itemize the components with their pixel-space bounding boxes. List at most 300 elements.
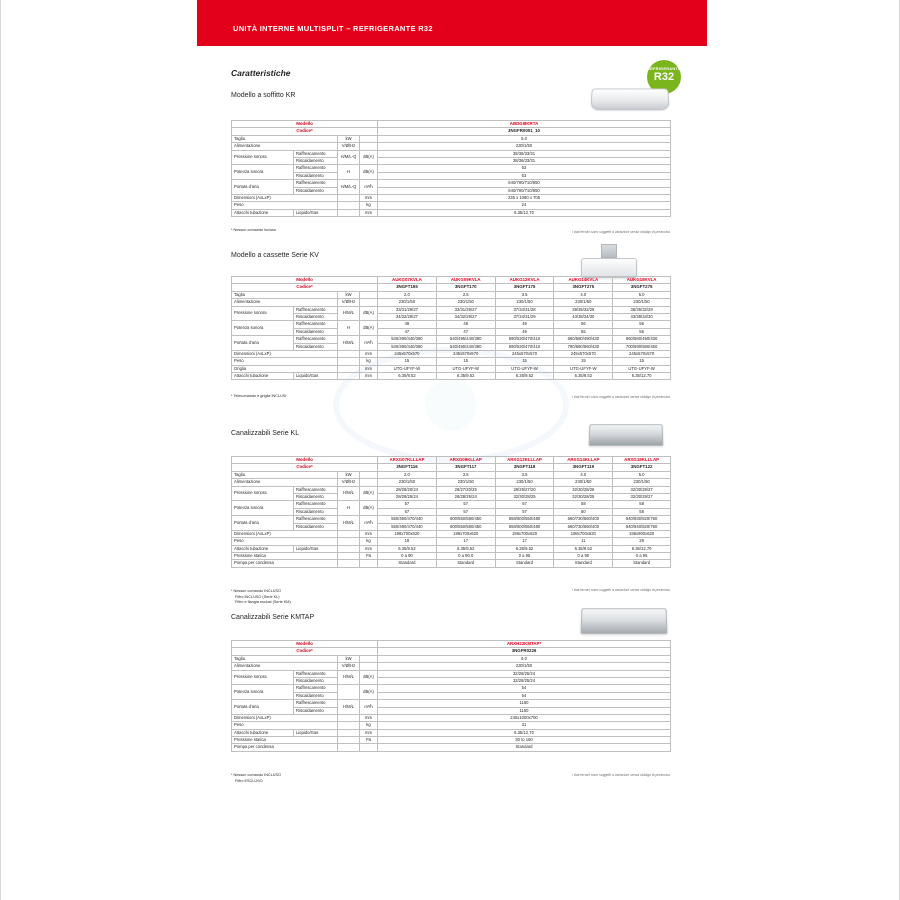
- kr-model: ABDGI8KRTA: [378, 121, 671, 128]
- row-unit: mm: [360, 194, 378, 201]
- row-label: Portata d'aria: [232, 336, 294, 351]
- row-value: 198x700x620: [378, 530, 437, 537]
- table-row: [232, 464, 671, 471]
- row-value: 198x700x620: [436, 530, 495, 537]
- table-row: [232, 530, 671, 537]
- table-row: [232, 128, 671, 135]
- row-unit: m³/h: [360, 700, 378, 715]
- row-unit: kW: [338, 471, 360, 478]
- row-value: Standard: [378, 744, 671, 751]
- row-unit: dB(A): [360, 150, 378, 165]
- row-value: 230/1/50: [495, 479, 554, 486]
- kv-codice-header: Codice*: [232, 284, 378, 291]
- page-banner: [197, 0, 707, 46]
- row-value: 540/490/440/390: [436, 343, 495, 350]
- row-unit: mm: [360, 729, 378, 736]
- table-row: [232, 700, 671, 707]
- table-row: [232, 523, 671, 530]
- row-value: 47: [378, 328, 437, 335]
- row-label: Taglia: [232, 135, 338, 142]
- row-speed: H/M/L: [338, 336, 360, 351]
- row-value: 940/930/820/750: [613, 516, 671, 523]
- kl-model: ARXG18KLLLAP: [613, 457, 671, 464]
- table-row: [232, 135, 671, 142]
- row-value: 49: [495, 328, 554, 335]
- table-kv: [231, 276, 671, 380]
- row-value: 28/28/25/24: [378, 493, 437, 500]
- table-row: [232, 321, 671, 328]
- ducted-unit-image-kmtap: [581, 608, 668, 634]
- row-value: 550/490/470/440: [378, 523, 437, 530]
- kv-code: 3NGFT170: [436, 284, 495, 291]
- row-label: Attacchi tubazione: [232, 373, 294, 380]
- kr-note: * Nessun comando incluso: [231, 228, 276, 232]
- row-sublabel: Raffrescamento: [294, 685, 338, 692]
- table-row: [232, 328, 671, 335]
- row-value: 245x570x570: [378, 350, 437, 357]
- row-value: 57: [436, 501, 495, 508]
- kl-model: ARXG14KLLAP: [554, 457, 613, 464]
- table-row: [232, 670, 671, 677]
- kv-code: 3NGFT165: [378, 284, 437, 291]
- table-row: [232, 313, 671, 320]
- row-speed: H/M/L: [338, 306, 360, 321]
- row-value: 5.0: [613, 471, 671, 478]
- row-speed: H/M/L-Q: [338, 150, 360, 165]
- row-value: UTG-UFYF-W: [378, 365, 437, 372]
- row-value: 540/495/440/390: [436, 336, 495, 343]
- row-unit: [360, 744, 378, 751]
- row-unit: mm: [360, 714, 378, 721]
- table-row: [232, 150, 671, 157]
- row-value: 6.35/9.52: [436, 545, 495, 552]
- row-value: 53: [378, 165, 671, 172]
- row-value: 33/31/29/27: [378, 306, 437, 313]
- row-sublabel: Raffrescamento: [294, 180, 338, 187]
- row-speed: H/M/L-Q: [338, 180, 360, 195]
- table-row: [232, 336, 671, 343]
- row-value: 32/30/28/26: [554, 486, 613, 493]
- table-row: [232, 471, 671, 478]
- row-value: 0 a 90.0: [436, 553, 495, 560]
- table-row: [232, 306, 671, 313]
- row-value: 32/30/29/27: [613, 486, 671, 493]
- row-value: 30 to 150: [378, 737, 671, 744]
- row-speed: [338, 685, 360, 700]
- row-value: 28/28/25/24: [436, 493, 495, 500]
- kv-code: 3NGFT275: [554, 284, 613, 291]
- row-value: 230/1/50: [436, 479, 495, 486]
- row-label: Potenza sonora: [232, 165, 294, 180]
- row-value: 540/490/440/380: [378, 343, 437, 350]
- kmtap-codice-header: Codice*: [232, 648, 378, 655]
- row-label: Pressione sonora: [232, 486, 294, 501]
- row-label: Pressione sonora: [232, 306, 294, 321]
- kl-modello-header: Modello: [232, 457, 378, 464]
- row-value: 700/690/580/450: [613, 343, 671, 350]
- row-sublabel: Riscaldamento: [294, 187, 338, 194]
- kr-modello-header: Modello: [232, 121, 378, 128]
- row-unit: mm: [360, 373, 378, 380]
- row-sublabel: Riscaldamento: [294, 677, 338, 684]
- section-title-caratteristiche: Caratteristiche: [231, 68, 291, 78]
- row-value: 198x700x620: [554, 530, 613, 537]
- kv-model: AUKG12KVLA: [495, 277, 554, 284]
- row-value: 245x570x570: [613, 350, 671, 357]
- row-value: 58: [613, 501, 671, 508]
- row-value: 660/580/490/430: [613, 336, 671, 343]
- row-label: Alimentazione: [232, 143, 338, 150]
- kv-model: AUKG07KVLA: [378, 277, 437, 284]
- row-value: 17: [436, 538, 495, 545]
- row-value: 47: [436, 328, 495, 335]
- row-unit: dB(A): [360, 501, 378, 516]
- row-value: 56: [613, 321, 671, 328]
- row-value: 6.35/9.52: [495, 545, 554, 552]
- table-row: [232, 493, 671, 500]
- table-row: [232, 641, 671, 648]
- row-label: Alimentazione: [232, 479, 338, 486]
- row-value: 38/36/33/31: [378, 150, 671, 157]
- row-label: Peso: [232, 722, 338, 729]
- kmtap-note-line: Filtro ESCLUSO: [235, 778, 263, 783]
- row-value: 37/34/31/28: [495, 306, 554, 313]
- table-row: [232, 737, 671, 744]
- kl-code: 3NGFT122: [613, 464, 671, 471]
- row-label: Dimensioni (AxLxP): [232, 530, 338, 537]
- row-value: 57: [495, 501, 554, 508]
- row-unit: V/Ø/Hz: [338, 663, 360, 670]
- row-unit: m³/h: [360, 336, 378, 351]
- row-value: 6.35/9.52: [554, 373, 613, 380]
- row-value: 32/30/28/25: [554, 493, 613, 500]
- row-value: 6.35/12.70: [378, 729, 671, 736]
- row-unit: kg: [360, 722, 378, 729]
- row-unit: V/Ø/Hz: [338, 143, 360, 150]
- row-value: 37/34/31/29: [495, 313, 554, 320]
- table-row: [232, 714, 671, 721]
- section-title-kl: Canalizzabili Serie KL: [231, 430, 300, 437]
- row-label: Potenza sonora: [232, 321, 294, 336]
- table-row: [232, 284, 671, 291]
- table-row: [232, 538, 671, 545]
- row-value: 540/490/440/380: [378, 336, 437, 343]
- row-speed: H/M/L: [338, 516, 360, 531]
- row-value: 0 a 95: [613, 553, 671, 560]
- table-row: [232, 121, 671, 128]
- kv-note-right: I dati tecnici sono soggetti a variazioni senza obbligo di preavviso.: [572, 395, 671, 399]
- row-value: 6.35/9.52: [554, 545, 613, 552]
- row-unit: kW: [338, 291, 360, 298]
- row-label: Portata d'aria: [232, 516, 294, 531]
- row-unit: mm: [360, 350, 378, 357]
- row-label: Attacchi tubazione: [232, 729, 294, 736]
- row-value: 230/1/50: [613, 479, 671, 486]
- row-value: 57: [378, 508, 437, 515]
- row-sublabel: Riscaldamento: [294, 493, 338, 500]
- row-sublabel: Liquido/Gas: [294, 209, 338, 216]
- row-speed: H: [338, 321, 360, 336]
- row-unit: dB(A): [360, 321, 378, 336]
- table-row: [232, 707, 671, 714]
- table-row: [232, 655, 671, 662]
- row-value: 31: [378, 722, 671, 729]
- row-label: Pompa per condensa: [232, 744, 338, 751]
- row-value: 29/29/27/20: [495, 486, 554, 493]
- row-value: 11: [554, 538, 613, 545]
- kmtap-note-line: * Nessun comando INCLUSO: [231, 773, 282, 777]
- row-value: 55: [554, 328, 613, 335]
- table-row: [232, 202, 671, 209]
- row-value: 1150: [378, 700, 671, 707]
- row-sublabel: Raffrescamento: [294, 516, 338, 523]
- row-value: 5.0: [378, 135, 671, 142]
- row-value: 15: [613, 358, 671, 365]
- section-title-kmtap: Canalizzabili Serie KMTAP: [231, 614, 315, 621]
- row-value: 2.0: [378, 471, 437, 478]
- kl-code: 3NGFT119: [554, 464, 613, 471]
- table-row: [232, 180, 671, 187]
- row-value: 6.35/9.52: [378, 373, 437, 380]
- row-sublabel: Riscaldamento: [294, 313, 338, 320]
- row-value: 3.5: [495, 471, 554, 478]
- row-unit: kg: [360, 202, 378, 209]
- row-value: Standard: [378, 560, 437, 567]
- row-unit: mm: [360, 209, 378, 216]
- row-value: 5.0: [613, 291, 671, 298]
- row-label: Potenza sonora: [232, 501, 294, 516]
- row-unit: Pa: [360, 737, 378, 744]
- table-row: [232, 685, 671, 692]
- row-sublabel: Raffrescamento: [294, 306, 338, 313]
- row-value: 550/490/470/440: [378, 516, 437, 523]
- table-row: [232, 692, 671, 699]
- ducted-unit-image: [589, 424, 664, 446]
- table-row: [232, 501, 671, 508]
- table-row: [232, 373, 671, 380]
- row-sublabel: Riscaldamento: [294, 508, 338, 515]
- row-value: Standard: [495, 560, 554, 567]
- row-value: 6.35/12.70: [378, 209, 671, 216]
- row-unit: kW: [338, 655, 360, 662]
- row-value: 32/30/29/27: [613, 493, 671, 500]
- table-row: [232, 677, 671, 684]
- row-speed: H/M/L: [338, 700, 360, 715]
- row-value: 0 a 90: [554, 553, 613, 560]
- kv-model: AUKG14KVLA: [554, 277, 613, 284]
- row-value: 54: [378, 685, 671, 692]
- row-value: 32/28/25/24: [378, 670, 671, 677]
- table-row: [232, 729, 671, 736]
- row-unit: dB(A): [360, 165, 378, 180]
- row-value: 53: [378, 172, 671, 179]
- table-row: [232, 486, 671, 493]
- row-value: 230/1/50: [378, 479, 437, 486]
- kl-note-line: * Nessun comando INCLUSO: [231, 589, 282, 593]
- row-unit: dB(A): [360, 685, 378, 700]
- row-value: 58: [554, 501, 613, 508]
- table-row: [232, 143, 671, 150]
- row-value: 6.35/12.70: [613, 545, 671, 552]
- row-unit: Pa: [360, 553, 378, 560]
- row-unit: [360, 560, 378, 567]
- row-value: 6.35/9.52: [495, 373, 554, 380]
- row-value: 198x700x620: [495, 530, 554, 537]
- row-value: 230/1/50: [613, 299, 671, 306]
- row-sublabel: Raffrescamento: [294, 150, 338, 157]
- row-value: 0 a 90: [378, 553, 437, 560]
- row-value: 54: [378, 692, 671, 699]
- kl-code: 3NGFT118: [495, 464, 554, 471]
- row-value: 6.0: [378, 655, 671, 662]
- section-title-kv: [231, 252, 319, 259]
- row-value: 230/1/50: [378, 143, 671, 150]
- row-label: Taglia: [232, 291, 338, 298]
- table-row: [232, 663, 671, 670]
- kl-model: ARXG07KLLLAP: [378, 457, 437, 464]
- row-value: 49: [378, 321, 437, 328]
- row-value: 2.5: [436, 291, 495, 298]
- row-value: 245x570x570: [554, 350, 613, 357]
- row-sublabel: Riscaldamento: [294, 523, 338, 530]
- row-value: 0 a 95: [495, 553, 554, 560]
- row-sublabel: Liquido/Gas: [294, 729, 338, 736]
- row-value: 60: [554, 508, 613, 515]
- kr-note-right: I dati tecnici sono soggetti a variazioni senza obbligo di preavviso.: [572, 230, 671, 234]
- row-value: 230/1/50: [378, 663, 671, 670]
- row-unit: mm: [360, 365, 378, 372]
- row-unit: m³/h: [360, 180, 378, 195]
- row-value: UTG-UFYF-W: [554, 365, 613, 372]
- row-unit: dB(A): [360, 486, 378, 501]
- row-value: Standard: [554, 560, 613, 567]
- row-sublabel: Raffrescamento: [294, 165, 338, 172]
- row-unit: mm: [360, 530, 378, 537]
- row-value: 15: [378, 358, 437, 365]
- kmtap-code: 3NGFR0226: [378, 648, 671, 655]
- kv-model: AUKG18KVLA: [613, 277, 671, 284]
- row-value: 3.5: [495, 291, 554, 298]
- table-kmtap: [231, 640, 671, 752]
- table-row: [232, 358, 671, 365]
- row-value: 2.0: [378, 291, 437, 298]
- cassette-unit-image: [581, 244, 637, 278]
- row-value: 4.0: [554, 471, 613, 478]
- row-sublabel: Raffrescamento: [294, 321, 338, 328]
- row-sublabel: Raffrescamento: [294, 670, 338, 677]
- kr-codice-header: Codice*: [232, 128, 378, 135]
- row-value: Standard: [436, 560, 495, 567]
- row-label: Dimensioni (AxLxP): [232, 350, 338, 357]
- kl-note-line: Filtro INCLUSO (Serie KL): [235, 594, 280, 599]
- kmtap-note: [231, 773, 281, 784]
- row-sublabel: Riscaldamento: [294, 157, 338, 164]
- row-value: 940/940/820/750: [613, 523, 671, 530]
- row-label: Portata d'aria: [232, 180, 294, 195]
- row-speed: H: [338, 501, 360, 516]
- row-value: 640/790/710/650: [378, 180, 671, 187]
- row-label: Taglia: [232, 471, 338, 478]
- row-value: 4.0: [554, 291, 613, 298]
- row-label: Dimensioni (AxLxP): [232, 714, 338, 721]
- kmtap-model: ARXH22KMTAP*: [378, 641, 671, 648]
- row-value: 2.5: [436, 471, 495, 478]
- row-value: 46: [436, 321, 495, 328]
- row-value: 38/36/33/31: [378, 157, 671, 164]
- row-sublabel: Riscaldamento: [294, 328, 338, 335]
- row-unit: mm: [360, 545, 378, 552]
- kl-codice-header: Codice*: [232, 464, 378, 471]
- row-label: Alimentazione: [232, 663, 338, 670]
- row-label: Peso: [232, 358, 338, 365]
- row-value: 56: [554, 321, 613, 328]
- row-value: 36/35/32/29: [613, 306, 671, 313]
- table-row: [232, 299, 671, 306]
- r32-badge-big: R32: [653, 71, 675, 83]
- row-sublabel: Raffrescamento: [294, 336, 338, 343]
- table-row: [232, 172, 671, 179]
- row-value: 245x570x570: [436, 350, 495, 357]
- table-row: [232, 187, 671, 194]
- row-value: 600/550/580/450: [436, 516, 495, 523]
- row-sublabel: Raffrescamento: [294, 501, 338, 508]
- row-label: Pressione statica: [232, 737, 338, 744]
- table-row: [232, 560, 671, 567]
- row-value: 57: [378, 501, 437, 508]
- kl-note-right: I dati tecnici sono soggetti a variazioni senza obbligo di preavviso.: [572, 588, 671, 592]
- row-unit: V/Ø/Hz: [338, 479, 360, 486]
- table-row: [232, 545, 671, 552]
- row-value: 33/31/29/27: [436, 306, 495, 313]
- row-value: 660/730/660/400: [554, 516, 613, 523]
- table-row: [232, 291, 671, 298]
- row-label: Attacchi tubazione: [232, 545, 294, 552]
- row-label: Pressione statica: [232, 553, 338, 560]
- row-value: 790/680/560/430: [554, 343, 613, 350]
- row-sublabel: Riscaldamento: [294, 692, 338, 699]
- row-label: Pressione sonora: [232, 150, 294, 165]
- kmtap-note-right: I dati tecnici sono soggetti a variazioni senza obbligo di preavviso.: [572, 773, 671, 777]
- row-value: 43/39/34/30: [613, 313, 671, 320]
- row-value: 34/32/29/27: [436, 313, 495, 320]
- ceiling-unit-image: [590, 88, 670, 110]
- row-value: 230/1/50: [554, 299, 613, 306]
- row-value: 15: [554, 358, 613, 365]
- row-label: Dimensioni (AxLxP): [232, 194, 338, 201]
- kv-modello-header: Modello: [232, 277, 378, 284]
- row-value: 55: [613, 328, 671, 335]
- row-label: Attacchi tubazione: [232, 209, 294, 216]
- row-sublabel: Liquido/Gas: [294, 373, 338, 380]
- row-value: 6.35/12.70: [613, 373, 671, 380]
- banner-title: UNITÀ INTERNE MULTISPLIT – REFRIGERANTE R32: [233, 24, 433, 33]
- row-label: Pompa per condensa: [232, 560, 338, 567]
- table-kl: [231, 456, 671, 568]
- row-value: 640/790/710/650: [378, 187, 671, 194]
- row-unit: kW: [338, 135, 360, 142]
- row-value: UTG-UFYF-W: [613, 365, 671, 372]
- row-value: 230/1/50: [554, 479, 613, 486]
- table-kr: [231, 120, 671, 217]
- row-value: 658/600/550/480: [495, 523, 554, 530]
- row-sublabel: Raffrescamento: [294, 700, 338, 707]
- table-row: [232, 457, 671, 464]
- row-value: 240x1000x700: [378, 714, 671, 721]
- table-row: [232, 277, 671, 284]
- row-value: 18: [378, 538, 437, 545]
- row-value: 28/28/20/24: [378, 486, 437, 493]
- section-title-kv-text: Modello a cassette Serie KV: [231, 252, 319, 259]
